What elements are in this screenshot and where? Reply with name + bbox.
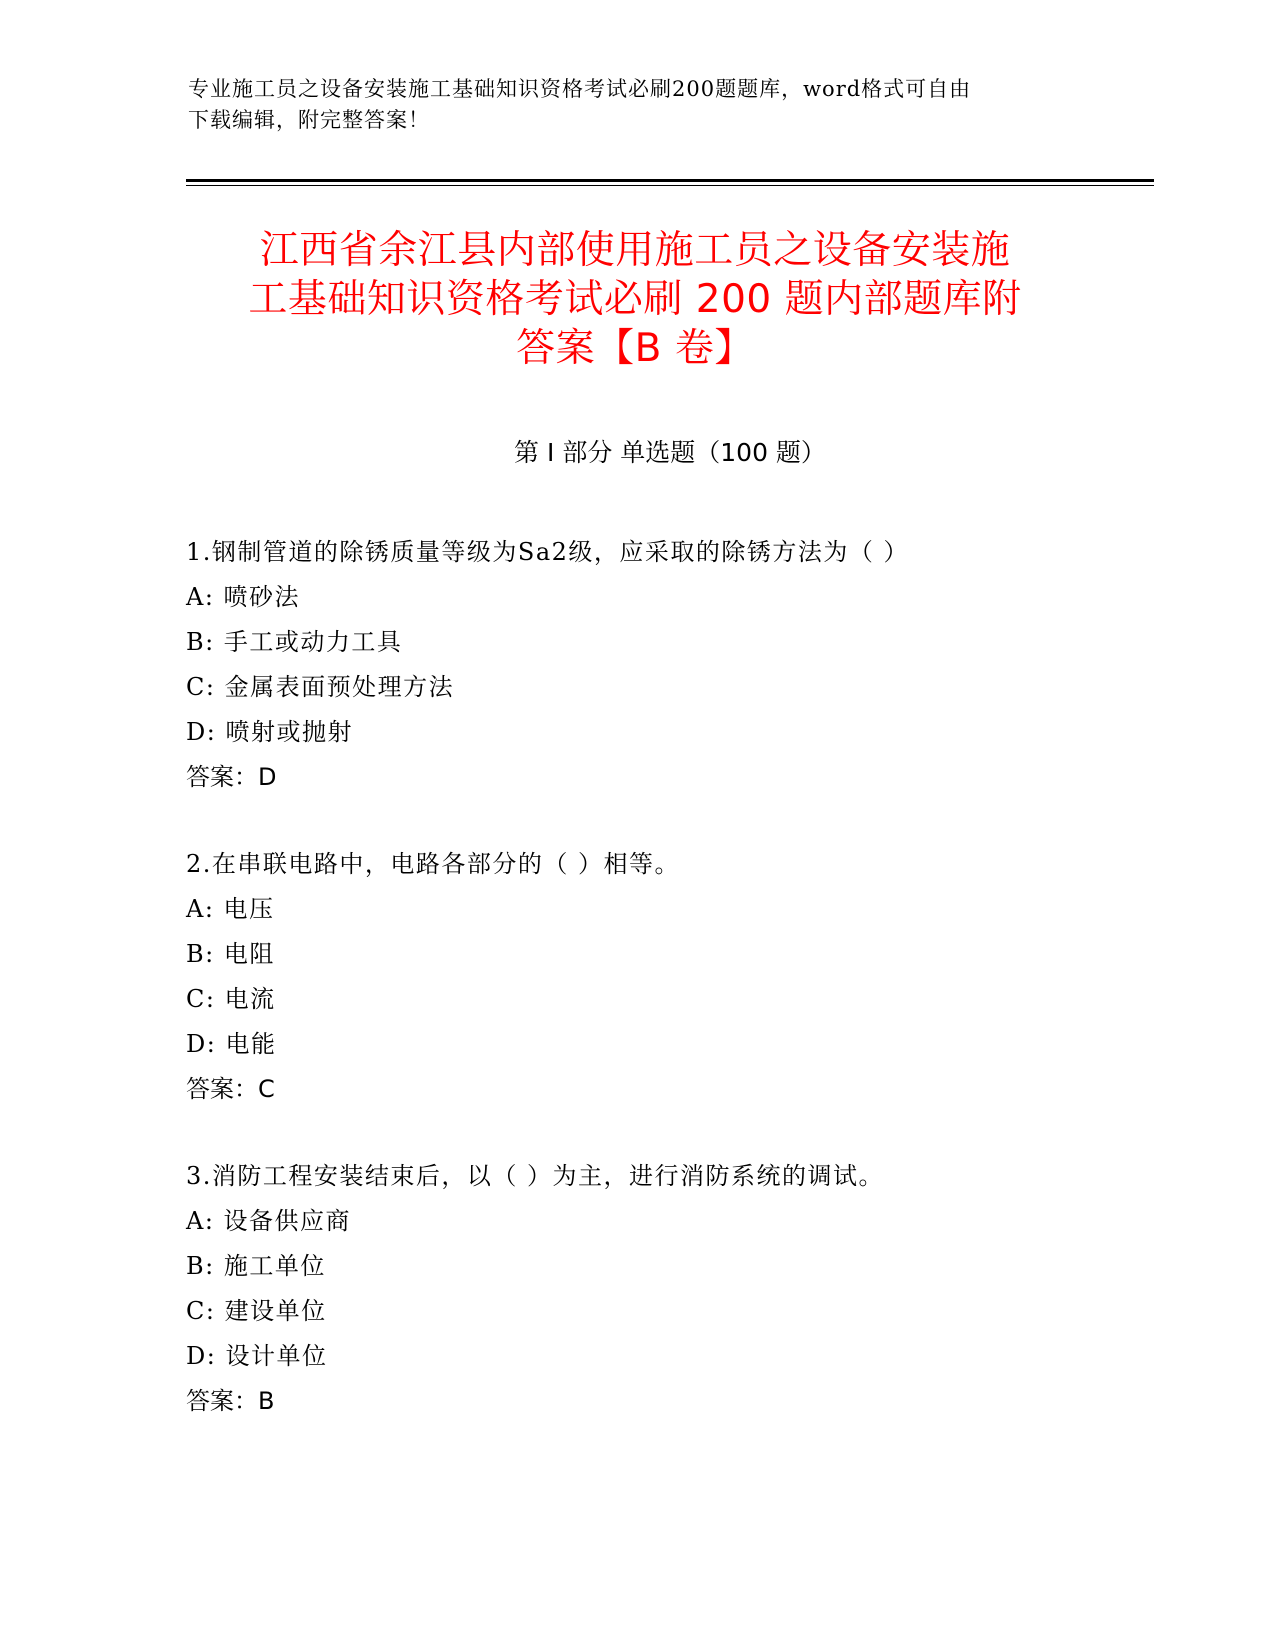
- document-title: [190, 226, 1080, 373]
- question-1: [186, 530, 1154, 800]
- question-stem: 2.在串联电路中，电路各部分的（ ）相等。: [186, 850, 681, 878]
- question-3: [186, 1154, 1154, 1424]
- header-note-line-1: 专业施工员之设备安装施工基础知识资格考试必刷200题题库，word格式可自由: [188, 77, 972, 101]
- option-b: B: 电阻: [186, 940, 275, 968]
- document-title-line-2: 工基础知识资格考试必刷 200 题内部题库附: [248, 277, 1022, 322]
- question-stem: 1.钢制管道的除锈质量等级为Sa2级，应采取的除锈方法为（ ）: [186, 538, 910, 566]
- option-a: A: 喷砂法: [186, 583, 301, 611]
- header-note-line-2: 下载编辑，附完整答案！: [188, 108, 430, 132]
- option-c: C: 建设单位: [186, 1297, 327, 1325]
- answer: 答案：B: [186, 1387, 275, 1415]
- document-title-line-3: 答案【B 卷】: [516, 326, 754, 371]
- option-b: B: 施工单位: [186, 1252, 326, 1280]
- option-b: B: 手工或动力工具: [186, 628, 403, 656]
- answer: 答案：C: [186, 1075, 275, 1103]
- answer: 答案：D: [186, 763, 277, 791]
- option-a: A: 设备供应商: [186, 1207, 352, 1235]
- option-d: D: 电能: [186, 1030, 277, 1058]
- header-divider-thin: [186, 185, 1154, 186]
- option-d: D: 设计单位: [186, 1342, 328, 1370]
- option-a: A: 电压: [186, 895, 275, 923]
- option-c: C: 电流: [186, 985, 276, 1013]
- option-c: C: 金属表面预处理方法: [186, 673, 455, 701]
- section-title: 第 I 部分 单选题（100 题）: [514, 438, 826, 467]
- document-title-line-1: 江西省余江县内部使用施工员之设备安装施: [259, 228, 1011, 273]
- header-divider-thick: [186, 179, 1154, 182]
- header-note: [188, 74, 1088, 136]
- question-list: [186, 530, 1154, 1466]
- option-d: D: 喷射或抛射: [186, 718, 353, 746]
- question-stem: 3.消防工程安装结束后，以（ ）为主，进行消防系统的调试。: [186, 1162, 885, 1190]
- question-2: [186, 842, 1154, 1112]
